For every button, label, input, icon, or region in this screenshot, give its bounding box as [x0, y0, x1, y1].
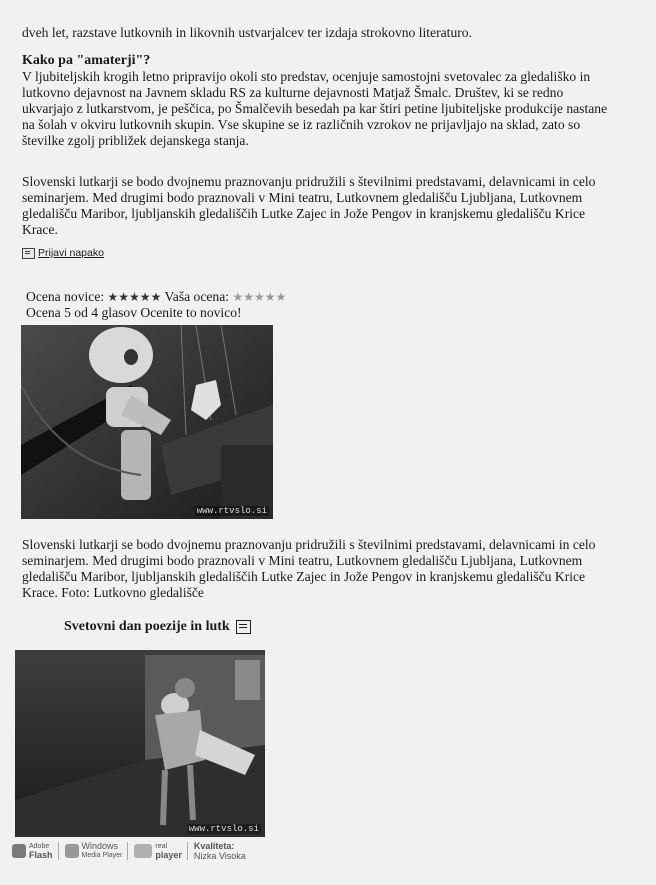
video-watermark: www.rtvslo.si — [188, 824, 259, 834]
rating-summary: Ocena 5 od 4 glasov Ocenite to novico! — [26, 305, 242, 320]
photo-watermark: www.rtvslo.si — [196, 506, 267, 516]
video-title-text: Svetovni dan poezije in lutk — [64, 619, 230, 634]
your-rating-stars[interactable]: ★★★★★ — [232, 290, 287, 304]
flash-player-button[interactable] — [12, 842, 59, 860]
real-top-label: real — [155, 843, 168, 850]
video-list-icon[interactable] — [236, 620, 251, 634]
flash-bottom-label: Flash — [29, 850, 53, 860]
wmp-player-button[interactable] — [65, 842, 129, 860]
quality-low[interactable]: Nizka — [193, 851, 217, 861]
player-options — [12, 838, 272, 864]
photo-caption: Slovenski lutkarji se bodo dvojnemu praznovanju pridružili s številnimi predstavami, delavnicami in celo seminarjem. Med drugimi bodo praznovali v Mini teatru, Lutkovnem gledališču Ljubljana, Lutkovnem gledališču Maribor, ljubljanskih gledališčih Lutke Zajec in Jože Pengov in kranjskemu gledališču Krice Krace. Foto: Lutkovno gledališče — [22, 537, 596, 600]
amaterji-paragraph: V ljubiteljskih krogih letno pripravijo okoli sto predstav, ocenjuje samostojni svetovalec za gledališko in lutkovno dejavnost na Javnem skladu RS za kulturne dejavnosti Matjaž Šmalc. Društev, ki se redno ukvarjajo z lutkarstvom, je peščica, po Šmalčevih besedah pa kar štiri petine ljubiteljske produkcije nastane na šolah v okviru lutkovnih skupin. Vse skupine se iz različnih vzrokov ne prijavljajo na sklad, zato so številke zgolj približek dejanskega stanja. — [22, 69, 608, 148]
report-label: Prijavi napako — [38, 247, 104, 259]
flash-icon — [12, 844, 26, 858]
celebration-paragraph: Slovenski lutkarji se bodo dvojnemu praznovanju pridružili s številnimi predstavami, delavnicami in celo seminarjem. Med drugimi bodo praznovali v Mini teatru, Lutkovnem gledališču Ljubljana, Lutkovnem gledališču Maribor, ljubljanskih gledališčih Lutke Zajec in Jože Pengov in kranjskemu gledališču Krice Krace. — [22, 174, 596, 237]
real-player-button[interactable] — [134, 842, 188, 860]
quality-selector — [194, 841, 246, 861]
quality-label: Kvaliteta: — [193, 841, 235, 851]
puppet-photo — [21, 325, 273, 519]
video-player[interactable] — [15, 650, 265, 837]
real-icon — [134, 844, 152, 858]
flash-top-label: Adobe — [29, 843, 50, 850]
wmp-bottom-label: Media Player — [81, 852, 123, 859]
windows-icon — [65, 844, 79, 858]
quality-high[interactable]: Visoka — [218, 851, 246, 861]
section-heading: Kako pa "amaterji"? — [22, 53, 151, 68]
your-rating-label: Vaša ocena: — [164, 289, 230, 304]
video-frame-graphic — [15, 650, 265, 837]
rating-stars: ★★★★★ — [107, 290, 162, 304]
report-icon — [22, 248, 35, 259]
wmp-top-label: Windows — [81, 841, 119, 851]
video-title — [64, 619, 251, 635]
rating-label: Ocena novice: — [26, 289, 105, 304]
real-bottom-label: player — [155, 850, 182, 860]
report-error-link[interactable] — [22, 247, 104, 259]
rating-block — [26, 289, 286, 321]
puppet-photo-graphic — [21, 325, 273, 519]
intro-line: dveh let, razstave lutkovnih in likovnih ustvarjalcev ter izdaja strokovno literaturo. — [22, 25, 472, 40]
